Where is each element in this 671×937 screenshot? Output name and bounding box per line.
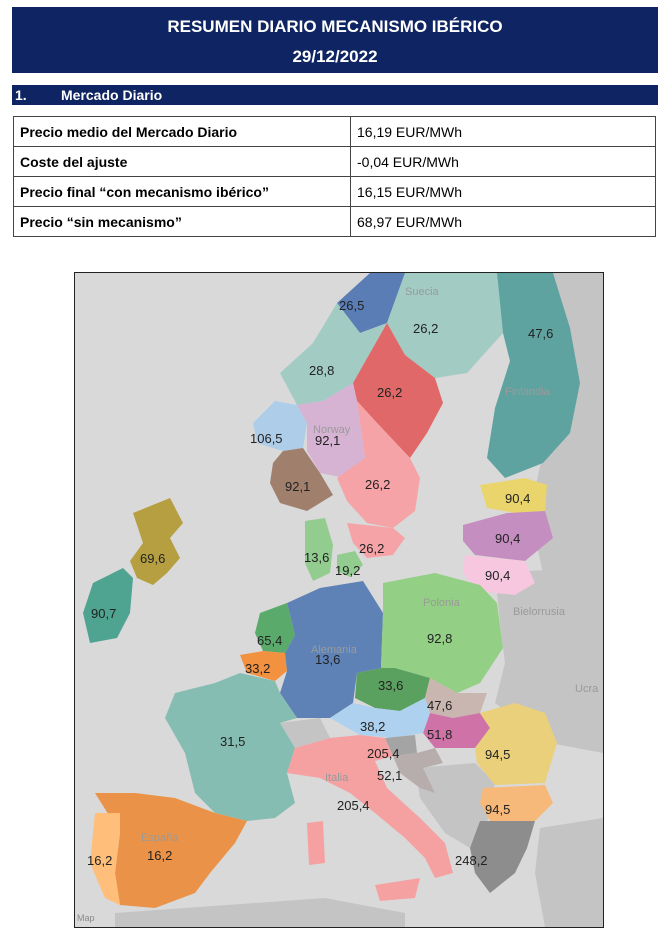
report-date: 29/12/2022 bbox=[292, 47, 378, 66]
section-number: 1. bbox=[15, 87, 27, 103]
price-si: 205,4 bbox=[367, 746, 400, 761]
row-value: 16,15 EUR/MWh bbox=[351, 177, 656, 207]
label-polonia: Polonia bbox=[423, 597, 460, 609]
section-title: Mercado Diario bbox=[61, 87, 163, 103]
price-fr: 31,5 bbox=[220, 734, 246, 749]
price-pt: 16,2 bbox=[87, 853, 113, 868]
price-lv: 90,4 bbox=[495, 531, 521, 546]
price-dk1: 13,6 bbox=[304, 550, 330, 565]
label-bielorrusia: Bielorrusia bbox=[513, 606, 565, 618]
price-ro: 94,5 bbox=[485, 747, 511, 762]
map-svg bbox=[75, 273, 603, 927]
report-title: RESUMEN DIARIO MECANISMO IBÉRICO bbox=[167, 17, 503, 36]
table-row bbox=[14, 177, 656, 207]
price-no3: 28,8 bbox=[309, 363, 335, 378]
price-no1: 92,1 bbox=[315, 433, 341, 448]
price-lt: 90,4 bbox=[485, 568, 511, 583]
price-no5: 106,5 bbox=[250, 431, 283, 446]
price-es: 16,2 bbox=[147, 848, 173, 863]
label-espana: España bbox=[141, 832, 179, 844]
table-row bbox=[14, 117, 656, 147]
table-row bbox=[14, 147, 656, 177]
price-hr: 52,1 bbox=[377, 768, 403, 783]
price-dk2: 19,2 bbox=[335, 563, 361, 578]
zone-it-sardinia bbox=[307, 821, 325, 865]
price-se1: 26,2 bbox=[413, 321, 439, 336]
price-gr: 248,2 bbox=[455, 853, 488, 868]
price-no4: 26,5 bbox=[339, 298, 365, 313]
price-sk: 47,6 bbox=[427, 698, 453, 713]
europe-price-map[interactable] bbox=[74, 272, 604, 928]
price-be: 33,2 bbox=[245, 661, 271, 676]
row-value: 68,97 EUR/MWh bbox=[351, 207, 656, 237]
price-se4: 26,2 bbox=[359, 541, 385, 556]
land-turkey bbox=[535, 818, 603, 927]
label-suecia: Suecia bbox=[405, 286, 439, 298]
price-bg: 94,5 bbox=[485, 802, 511, 817]
price-ee: 90,4 bbox=[505, 491, 531, 506]
row-value: 16,19 EUR/MWh bbox=[351, 117, 656, 147]
price-ie: 90,7 bbox=[91, 606, 117, 621]
price-cz: 33,6 bbox=[378, 678, 404, 693]
label-norway: Norway bbox=[313, 424, 351, 436]
price-table bbox=[13, 116, 656, 237]
price-no2: 92,1 bbox=[285, 479, 311, 494]
price-hu: 51,8 bbox=[427, 727, 453, 742]
price-se3: 26,2 bbox=[365, 477, 391, 492]
price-pl: 92,8 bbox=[427, 631, 453, 646]
price-at: 38,2 bbox=[360, 719, 386, 734]
map-attribution-logo: Map bbox=[77, 913, 95, 923]
table-row bbox=[14, 207, 656, 237]
row-value: -0,04 EUR/MWh bbox=[351, 147, 656, 177]
price-fi: 47,6 bbox=[528, 326, 554, 341]
report-header bbox=[12, 7, 658, 73]
label-italia: Italia bbox=[325, 772, 349, 784]
price-nl: 65,4 bbox=[257, 633, 283, 648]
row-label: Precio “sin mecanismo” bbox=[14, 207, 351, 237]
row-label: Coste del ajuste bbox=[14, 147, 351, 177]
row-label: Precio final “con mecanismo ibérico” bbox=[14, 177, 351, 207]
label-alemania: Alemania bbox=[311, 644, 357, 656]
price-se2: 26,2 bbox=[377, 385, 403, 400]
label-ucrania: Ucra bbox=[575, 683, 599, 695]
price-it: 205,4 bbox=[337, 798, 370, 813]
price-de: 13,6 bbox=[315, 652, 341, 667]
section-heading bbox=[12, 85, 658, 105]
row-label: Precio medio del Mercado Diario bbox=[14, 117, 351, 147]
price-uk: 69,6 bbox=[140, 551, 166, 566]
label-finlandia: Finlandia bbox=[505, 386, 550, 398]
zone-ro bbox=[475, 703, 557, 785]
